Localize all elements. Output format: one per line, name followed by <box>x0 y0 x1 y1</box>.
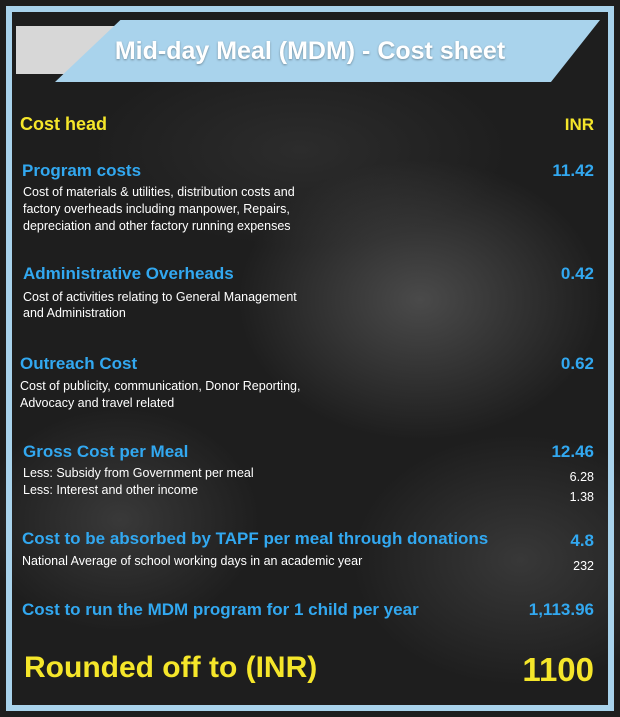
program-costs-desc-3: depreciation and other factory running expenses <box>23 219 291 233</box>
annual-cost-value: 1,113.96 <box>528 600 594 619</box>
subsidy-label: Less: Subsidy from Government per meal <box>23 466 254 480</box>
tapf-absorbed-row <box>20 529 594 579</box>
admin-overheads-value: 0.42 <box>560 264 594 283</box>
header-row <box>20 114 594 138</box>
page-title: Mid-day Meal (MDM) - Cost sheet <box>114 37 506 65</box>
outreach-cost-desc-1: Cost of publicity, communication, Donor Reporting, <box>20 379 301 393</box>
program-costs-label: Program costs <box>22 161 142 180</box>
admin-overheads-desc-1: Cost of activities relating to General Management <box>23 290 297 304</box>
outreach-cost-desc-2: Advocacy and travel related <box>20 396 175 410</box>
gross-cost-value: 12.46 <box>551 442 594 461</box>
rounded-value: 1100 <box>522 651 594 688</box>
program-costs-value: 11.42 <box>552 161 594 180</box>
outreach-cost-row <box>20 354 594 414</box>
admin-overheads-label: Administrative Overheads <box>23 264 234 283</box>
currency-heading: INR <box>564 115 594 134</box>
program-costs-row <box>20 161 594 241</box>
program-costs-desc-2: factory overheads including manpower, Repairs, <box>23 202 290 216</box>
annual-cost-row <box>20 600 594 624</box>
title-banner <box>0 20 620 84</box>
outreach-cost-value: 0.62 <box>560 354 594 373</box>
cost-head-heading: Cost head <box>20 114 108 134</box>
tapf-absorbed-label: Cost to be absorbed by TAPF per meal through donations <box>22 529 489 548</box>
working-days-value: 232 <box>573 559 594 573</box>
working-days-label: National Average of school working days in an academic year <box>22 554 363 568</box>
tapf-absorbed-value: 4.8 <box>570 531 594 550</box>
subsidy-value: 6.28 <box>569 470 594 484</box>
program-costs-desc-1: Cost of materials & utilities, distribution costs and <box>23 185 295 199</box>
outreach-cost-label: Outreach Cost <box>20 354 138 373</box>
interest-value: 1.38 <box>569 490 594 504</box>
interest-label: Less: Interest and other income <box>23 483 199 497</box>
rounded-row <box>20 651 594 695</box>
admin-overheads-desc-2: and Administration <box>23 306 126 320</box>
annual-cost-label: Cost to run the MDM program for 1 child per year <box>22 600 419 619</box>
admin-overheads-row <box>20 264 594 324</box>
gross-cost-label: Gross Cost per Meal <box>23 442 189 461</box>
rounded-label: Rounded off to (INR) <box>24 651 318 684</box>
gross-cost-row <box>20 442 594 512</box>
